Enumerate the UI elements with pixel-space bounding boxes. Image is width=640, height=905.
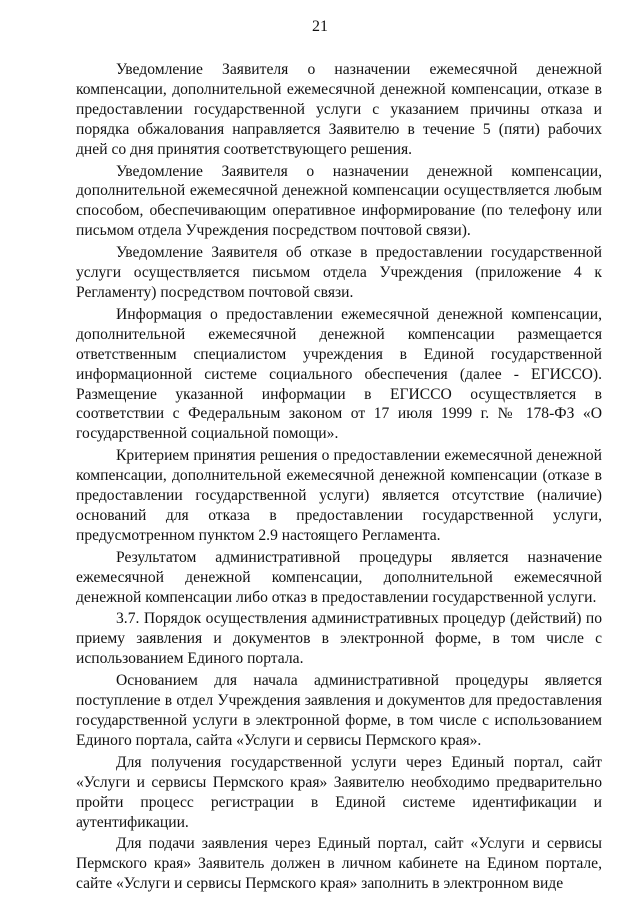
paragraph-notification-refusal: Уведомление Заявителя об отказе в предоставлении государственной услуги осуществляется письмом отдела Учреждения (приложение 4 к Регламенту) посредством почтовой связи. [76, 244, 602, 301]
paragraph-portal-registration: Для получения государственной услуги через Единый портал, сайт «Услуги и сервисы Пермского края» Заявителю необходимо предварительно пройти процесс регистрации в Единой системе идентификации и аутентификации. [76, 753, 602, 831]
paragraph-decision-criterion: Критерием принятия решения о предоставлении ежемесячной денежной компенсации, дополнительной ежемесячной денежной компенсации (отказе в предоставлении государственной услуги) является отсутствие (наличие) оснований для отказа в предоставлении государственной услуги, предусмотренном пунктом 2.9 настоящего Регламента. [76, 447, 602, 544]
paragraph-notification-assignment: Уведомление Заявителя о назначении ежемесячной денежной компенсации, дополнительной ежемесячной денежной компенсации, отказе в предоставлении государственной услуги с указанием причины отказа и порядка обжалования направляется Заявителю в течение 5 (пяти) рабочих дней со дня принятия соответствующего решения. [76, 61, 602, 158]
document-text [76, 60, 602, 896]
paragraph-electronic-basis: Основанием для начала административной процедуры является поступление в отдел Учреждения заявления и документов для предоставления государственной услуги в электронной форме, в том числе с использованием Единого портала, сайта «Услуги и сервисы Пермского края». [76, 672, 602, 749]
paragraph-procedure-result: Результатом административной процедуры является назначение ежемесячной денежной компенсации, дополнительной ежемесячной денежной компенсации либо отказ в предоставлении государственной услуги. [76, 548, 602, 606]
section-heading-3-7: 3.7. Порядок осуществления административных процедур (действий) по приему заявления и документов в электронной форме, в том числе с использованием Единого портала. [76, 610, 602, 668]
paragraph-application-submission: Для подачи заявления через Единый портал, сайт «Услуги и сервисы Пермского края» Заявитель должен в личном кабинете на Едином портале, сайте «Услуги и сервисы Пермского края» заполнить в электронном виде [76, 835, 602, 893]
paragraph-notification-method: Уведомление Заявителя о назначении денежной компенсации, дополнительной ежемесячной денежной компенсации осуществляется любым способом, обеспечивающим оперативное информирование (по телефону или письмом отдела Учреждения посредством почтовой связи). [76, 162, 602, 240]
page-number: 21 [312, 18, 328, 35]
paragraph-egisso-information: Информация о предоставлении ежемесячной денежной компенсации, дополнительной ежемесячной денежной компенсации размещается ответственным специалистом учреждения в Единой государственной информационной системе социального обеспечения (далее - ЕГИССО). Размещение указанной информации в ЕГИССО осуществляется в соответствии с Федеральным законом от 17 июля 1999 г. № 178-ФЗ «О государственной социальной помощи». [76, 305, 602, 443]
